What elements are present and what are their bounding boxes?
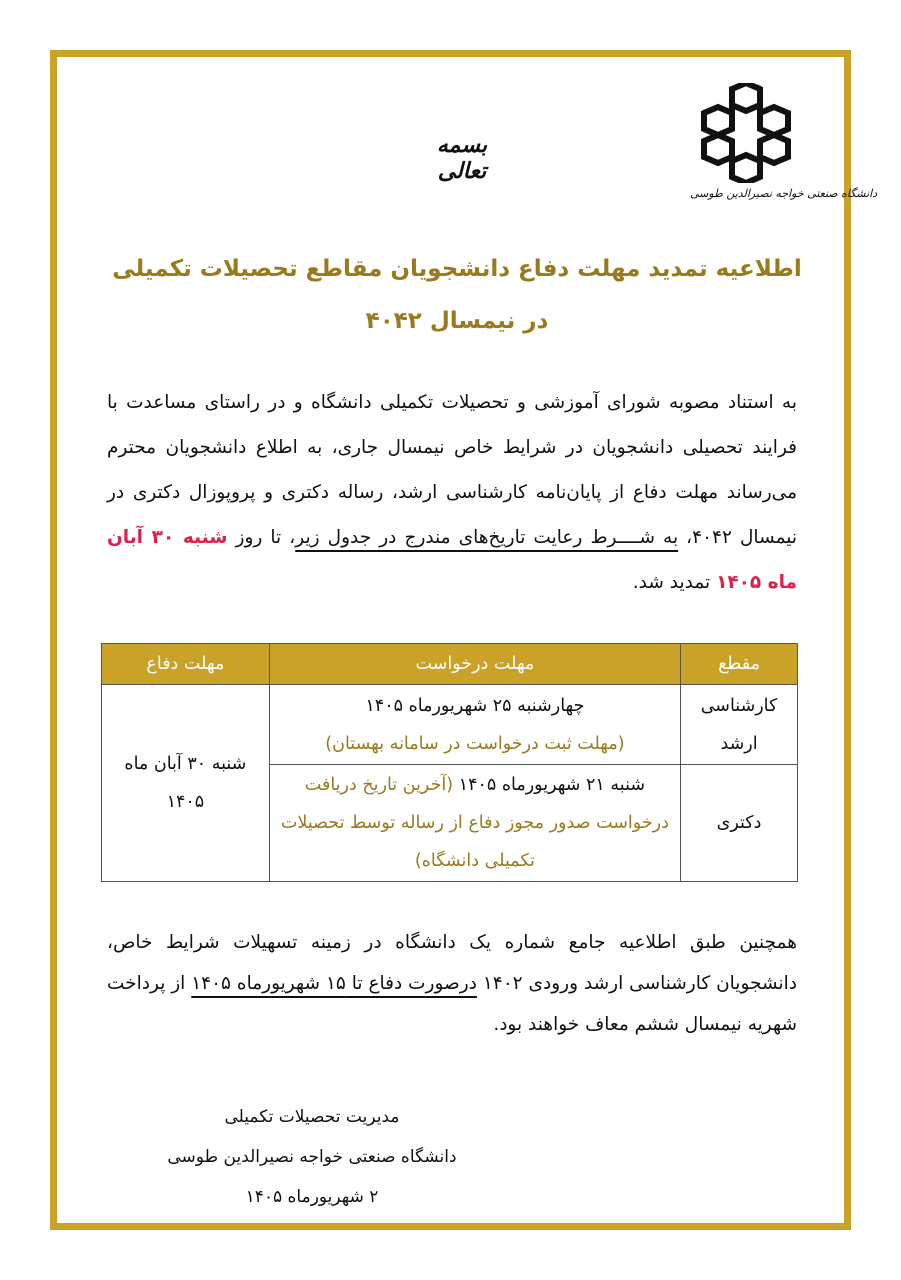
bismillah-heading: بسمه تعالی	[436, 132, 488, 184]
deadlines-table	[101, 643, 798, 882]
tuition-text: همچنین طبق اطلاعیه جامع شماره یک دانشگاه در زمینه تسهیلات شرایط خاص، دانشجویان کارشناسی ارشد ورودی ۱۴۰۲	[107, 932, 797, 994]
request-masters-note: (مهلت ثبت درخواست در سامانه بهستان)	[325, 733, 625, 754]
title-line-2: در نیمسال ۴۰۴۲	[365, 308, 549, 334]
level-phd: دکتری	[681, 765, 798, 882]
table-header-row	[102, 644, 798, 685]
header-request-deadline: مهلت درخواست	[269, 644, 680, 685]
intro-text: به استناد مصوبه شورای آموزشی و تحصیلات تکمیلی دانشگاه و در راستای مساعدت با فرایند تحصیلی دانشجویان در شرایط خاص نیمسال جاری، به اطلاع دانشجویان محترم می‌رساند مهلت دفاع از پایان‌نامه کارشناسی ارشد، رساله دکتری و پروپوزال دکتری در نیمسال ۴۰۴۲،	[107, 392, 797, 548]
extended-deadline-highlight: شنبه ۳۰ آبان ماه ۱۴۰۵	[107, 527, 797, 593]
intro-end-text: تمدید شد.	[632, 572, 717, 593]
intro-underlined-condition: به شــــرط رعایت تاریخ‌های مندرج در جدول زیر	[295, 527, 679, 548]
header-defense-deadline: مهلت دفاع	[102, 644, 270, 685]
intro-mid-text: ، تا روز	[227, 527, 296, 548]
request-phd-note: (آخرین تاریخ دریافت درخواست صدور مجوز دفاع از رساله توسط تحصیلات تکمیلی دانشگاه)	[280, 775, 669, 871]
announcement-frame	[50, 50, 878, 1230]
tuition-underlined-condition: درصورت دفاع تا ۱۵ شهریورماه ۱۴۰۵	[191, 973, 477, 994]
logo-caption: دانشگاه صنعتی خواجه نصیرالدین طوسی	[690, 187, 878, 200]
university-logo	[690, 83, 878, 243]
tuition-paragraph	[107, 922, 797, 1045]
intro-paragraph	[107, 380, 797, 605]
request-masters	[269, 685, 680, 765]
tuition-end-text: از پرداخت شهریه نیمسال ششم معاف خواهند بود.	[107, 973, 797, 1035]
level-masters: کارشناسی ارشد	[681, 685, 798, 765]
signature-date: ۲ شهریورماه ۱۴۰۵	[245, 1187, 379, 1207]
knot-logo-icon	[698, 83, 794, 183]
announcement-title	[77, 243, 837, 347]
request-phd	[269, 765, 680, 882]
request-phd-date: شنبه ۲۱ شهریورماه ۱۴۰۵	[458, 775, 646, 795]
table-row	[102, 685, 798, 765]
signature-university: دانشگاه صنعتی خواجه نصیرالدین طوسی	[167, 1147, 457, 1167]
signature-block	[127, 1097, 497, 1217]
defense-deadline-cell: شنبه ۳۰ آبان ماه ۱۴۰۵	[102, 685, 270, 882]
title-line-1: اطلاعیه تمدید مهلت دفاع دانشجویان مقاطع تحصیلات تکمیلی	[112, 256, 802, 282]
signature-office: مدیریت تحصیلات تکمیلی	[224, 1107, 400, 1127]
header-level: مقطع	[681, 644, 798, 685]
request-masters-date: چهارشنبه ۲۵ شهریورماه ۱۴۰۵	[365, 695, 585, 716]
